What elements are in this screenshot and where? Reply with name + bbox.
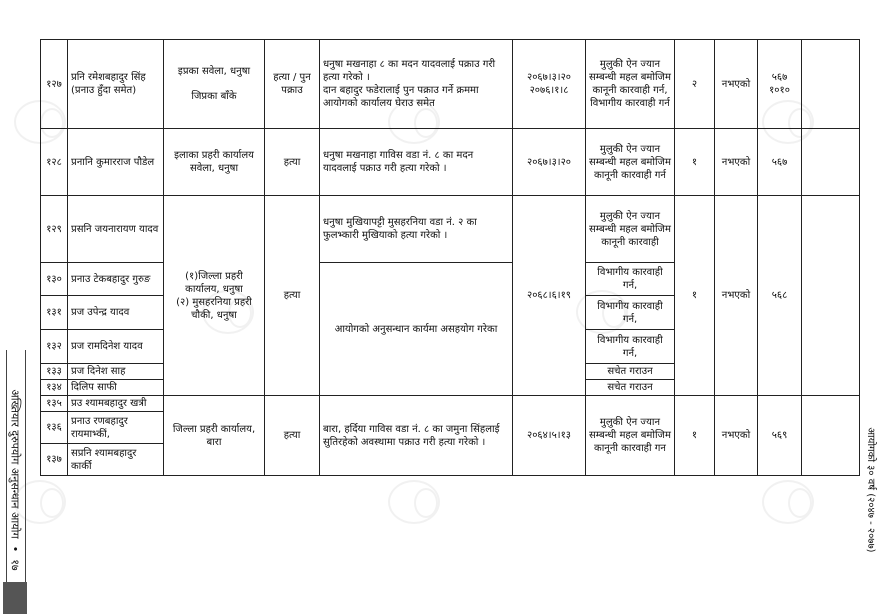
serial-number: १३७ xyxy=(41,444,68,476)
right-margin-text: आयोगको ३० वर्ष (२०४७ - २०७७) xyxy=(865,427,876,553)
recommendation: सचेत गराउन xyxy=(586,380,675,396)
person-name: प्रनि रमेशबहादुर सिंह (प्रनाउ हुँदा समेत) xyxy=(68,40,164,129)
remarks xyxy=(802,129,860,196)
reference-number: ५६९ xyxy=(758,396,802,476)
crime-type: हत्या xyxy=(265,396,320,476)
description-line: दान बहादुर फडेरालाई पुन पक्राउ गर्ने क्रममा आयोगको कार्यालय घेराउ समेत xyxy=(323,85,479,109)
person-name: प्रसनि जयनारायण यादव xyxy=(68,196,164,263)
office-line: इप्रका सवेला, धनुषा xyxy=(177,66,251,77)
watermark-logo xyxy=(388,480,440,524)
decision-date xyxy=(513,40,586,129)
description-line: धनुषा मखनाहा ८ का मदन यादवलाई पक्राउ गरी हत्या गरेको । xyxy=(323,59,496,83)
decision-date: २०६८।६।१९ xyxy=(513,196,586,396)
count: १ xyxy=(675,129,715,196)
crime-type: हत्या xyxy=(265,129,320,196)
date-line: २०७६।१।८ xyxy=(529,85,569,96)
serial-number: १३४ xyxy=(41,380,68,396)
case-description: धनुषा मखनाहा गाविस वडा नं. ८ का मदन यादवलाई पक्राउ गरी हत्या गरेको । xyxy=(320,129,513,196)
remarks xyxy=(802,196,860,396)
implementation-status: नभएको xyxy=(715,40,758,129)
reference-line: ५६७ xyxy=(771,72,788,83)
person-name: प्रज उपेन्द्र यादव xyxy=(68,296,164,330)
office-cell xyxy=(164,40,265,129)
reference-line: १०१० xyxy=(769,85,790,96)
count: १ xyxy=(675,196,715,396)
serial-number: १३६ xyxy=(41,412,68,444)
person-name: प्रनाउ रणबहादुर रायमाभ्कीं, xyxy=(68,412,164,444)
office-line: (२) मुसहरनिया प्रहरी चौकी, धनुषा xyxy=(176,296,252,321)
serial-number: १३१ xyxy=(41,296,68,330)
decision-date: २०६७।३।२० xyxy=(513,129,586,196)
person-name: प्रउ श्यामबहादुर खत्री xyxy=(68,396,164,412)
case-description: धनुषा मुखियापट्टी मुसहरनिया वडा नं. २ का फुलभ्कारी मुखियाको हत्या गरेको । xyxy=(320,196,513,263)
crime-type: हत्या / पुन पक्राउ xyxy=(265,40,320,129)
serial-number: १२९ xyxy=(41,196,68,263)
table-row xyxy=(41,40,860,129)
count: २ xyxy=(675,40,715,129)
crime-type: हत्या xyxy=(265,196,320,396)
serial-number: १३२ xyxy=(41,330,68,364)
office-cell: इलाका प्रहरी कार्यालय सवेला, धनुषा xyxy=(164,129,265,196)
table-row xyxy=(41,129,860,196)
person-name: प्रज दिनेश साह xyxy=(68,364,164,380)
case-description xyxy=(320,40,513,129)
reference-number: ५६८ xyxy=(758,196,802,396)
table-row xyxy=(41,196,860,263)
count: १ xyxy=(675,396,715,476)
person-name: प्रनाउ टेकबहादुर गुरुङ xyxy=(68,263,164,296)
serial-number: १३५ xyxy=(41,396,68,412)
implementation-status: नभएको xyxy=(715,396,758,476)
decision-date: २०६४।५।१३ xyxy=(513,396,586,476)
implementation-status: नभएको xyxy=(715,196,758,396)
remarks xyxy=(802,40,860,129)
recommendation: मुलुकी ऐन ज्यान सम्बन्धी महल बमोजिम कानूनी कारवाही गर्न xyxy=(586,129,675,196)
person-name: प्रनानि कुमारराज पौडेल xyxy=(68,129,164,196)
person-name: प्रज रामदिनेश यादव xyxy=(68,330,164,364)
recommendation: मुलुकी ऐन ज्यान सम्बन्धी महल बमोजिम कानूनी कारवाही xyxy=(586,196,675,263)
case-table xyxy=(40,39,860,476)
office-line: (१)जिल्ला प्रहरी कार्यालय, धनुषा xyxy=(185,270,243,295)
office-line: जिप्रका बाँके xyxy=(191,91,237,102)
office-cell xyxy=(164,196,265,396)
recommendation: मुलुकी ऐन ज्यान सम्बन्धी महल बमोजिम कानूनी कारवाही गन xyxy=(586,396,675,476)
recommendation: मुलुकी ऐन ज्यान सम्बन्धी महल बमोजिम कानूनी कारवाही गर्न, विभागीय कारवाही गर्न xyxy=(586,40,675,129)
margin-title: अख्तियार दुरुपयोग अनुसन्धान आयोग xyxy=(8,389,22,539)
remarks xyxy=(802,396,860,476)
serial-number: १२८ xyxy=(41,129,68,196)
left-margin-text: अख्तियार दुरुपयोग अनुसन्धान आयोग • १७ xyxy=(8,389,22,571)
case-description: बारा, हर्दिया गाविस वडा नं. ८ का जमुना सिंहलाई सुतिरहेको अवस्थामा पक्राउ गरी हत्या गरेको । xyxy=(320,396,513,476)
person-name: दिलिप साफी xyxy=(68,380,164,396)
reference-number xyxy=(758,40,802,129)
table-row xyxy=(41,396,860,412)
person-name: सप्रनि श्यामबहादुर कार्की xyxy=(68,444,164,476)
serial-number: १२७ xyxy=(41,40,68,129)
recommendation: सचेत गराउन xyxy=(586,364,675,380)
recommendation: विभागीय कारवाही गर्न, xyxy=(586,296,675,330)
date-line: २०६७।३।२० xyxy=(527,72,571,83)
implementation-status: नभएको xyxy=(715,129,758,196)
case-description: आयोगको अनुसन्धान कार्यमा असहयोग गरेका xyxy=(320,263,513,396)
page-number: १७ xyxy=(8,559,22,571)
reference-number: ५६७ xyxy=(758,129,802,196)
watermark-logo xyxy=(762,480,814,524)
recommendation: विभागीय कारवाही गर्न, xyxy=(586,263,675,296)
serial-number: १३३ xyxy=(41,364,68,380)
office-cell: जिल्ला प्रहरी कार्यालय, बारा xyxy=(164,396,265,476)
serial-number: १३० xyxy=(41,263,68,296)
recommendation: विभागीय कारवाही गर्न, xyxy=(586,330,675,364)
